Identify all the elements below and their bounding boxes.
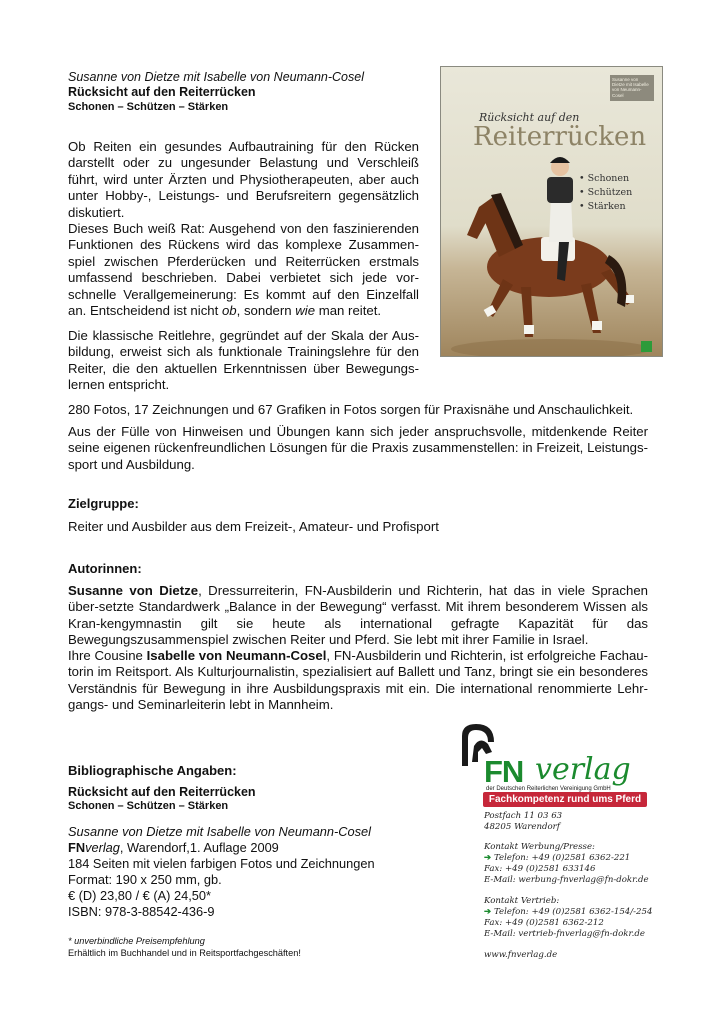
press-contact-label: Kontakt Werbung/Presse: xyxy=(484,842,595,852)
cover-title-small: Rücksicht auf den xyxy=(479,111,580,124)
availability-note: Erhältlich im Buchhandel und in Reitsportfachgeschäften! xyxy=(68,948,301,958)
bibliography-subtitle: Schonen – Schützen – Stärken xyxy=(68,800,229,812)
bibliography-format: Format: 190 x 250 mm, gb. xyxy=(68,872,222,887)
intro-paragraph-1: Ob Reiten ein gesundes Aufbautraining für den Rücken darstellt oder zu ungesunder Belastung und Verschleiß führt, wird unter Ärzten und Physiotherapeuten, aber auch unter Hobby-, Leistungs- und Berufsreitern gegensätzlich diskutiert. xyxy=(68,139,419,220)
zielgruppe-heading: Zielgruppe: xyxy=(68,496,139,511)
sales-contact-email: E-Mail: vertrieb-fnverlag@fn-dokr.de xyxy=(484,929,645,939)
autorinnen-heading: Autorinnen: xyxy=(68,561,142,576)
bibliography-title: Rücksicht auf den Reiterrücken xyxy=(68,785,256,799)
arrow-right-icon: ➔ xyxy=(484,853,492,863)
header-subtitle: Schonen – Schützen – Stärken xyxy=(68,101,229,113)
intro-paragraph-3: Die klassische Reitlehre, gegründet auf der Skala der Aus-bildung, erweist sich als funktionale Trainingslehre für den Reiter, die den aktuellen Erkenntnissen über Bewegungs-lernen entspricht. xyxy=(68,328,419,393)
publisher-website: www.fnverlag.de xyxy=(484,950,558,960)
cover-title-big: Reiterrücken xyxy=(473,122,647,152)
header-title: Rücksicht auf den Reiterrücken xyxy=(68,85,256,99)
bibliography-authors: Susanne von Dietze mit Isabelle von Neumann-Cosel xyxy=(68,824,372,839)
cover-bullet: • Schützen xyxy=(579,187,633,198)
publisher-address-2: 48205 Warendorf xyxy=(484,822,560,832)
cover-bullet: • Stärken xyxy=(579,201,626,212)
cover-green-mark xyxy=(641,341,652,352)
intro-paragraph-4: 280 Fotos, 17 Zeichnungen und 67 Grafiken in Fotos sorgen für Praxisnähe und Anschaulichkeit. xyxy=(68,402,634,417)
cover-author-tag: Susanne von Dietze mit Isabelle von Neumann-Cosel xyxy=(610,75,654,101)
bibliography-publisher: FNverlag, Warendorf,1. Auflage 2009 xyxy=(68,840,279,855)
bibliography-heading: Bibliographische Angaben: xyxy=(68,763,237,778)
bibliography-isbn: ISBN: 978-3-88542-436-9 xyxy=(68,904,215,919)
sales-contact-fax: Fax: +49 (0)2581 6362-212 xyxy=(484,918,604,928)
sales-contact-phone: ➔ Telefon: +49 (0)2581 6362-154/-254 xyxy=(484,907,653,917)
press-contact-email: E-Mail: werbung-fnverlag@fn-dokr.de xyxy=(484,875,649,885)
logo-verlag-text: verlag xyxy=(535,752,631,787)
cover-bullet: • Schonen xyxy=(579,173,630,184)
author-bio-2: Ihre Cousine Isabelle von Neumann-Cosel, FN-Ausbilderin und Richterin, ist erfolgreiche Fachau-torin im Reitsport. Als Kulturjournalistin, spezialisiert auf Ballett und Tanz, bringt sie ein besonderes Verständnis für Bewegung in ihre Ausbildungspraxis mit ein. Die international renommierte Lehr-gangs- und Seminarleiterin lebt in Mannheim. xyxy=(68,648,649,713)
press-contact-fax: Fax: +49 (0)2581 633146 xyxy=(484,864,596,874)
author-bio-1: Susanne von Dietze, Dressurreiterin, FN-Ausbilderin und Richterin, hat das in viele Sprachen über-setzte Standardwerk „Balance in der Bewegung“ verfasst. Mit ihrem besonderem Wissen als Kran-kengymnastin gilt sie heute als international gefragte Kapazität für das Bewegungszusammenspiel zwischen Reiter und Pferd. Sie lebt mit ihrer Familie in Israel. xyxy=(68,583,648,648)
header-authors: Susanne von Dietze mit Isabelle von Neumann-Cosel xyxy=(68,70,364,84)
bibliography-pages: 184 Seiten mit vielen farbigen Fotos und Zeichnungen xyxy=(68,856,375,871)
zielgruppe-text: Reiter und Ausbilder aus dem Freizeit-, Amateur- und Profisport xyxy=(68,519,439,534)
publisher-slogan-bar: Fachkompetenz rund ums Pferd xyxy=(483,792,647,807)
horse-and-rider-illustration xyxy=(441,67,663,357)
publisher-address-1: Postfach 11 03 63 xyxy=(484,811,563,821)
bibliography-price: € (D) 23,80 / € (A) 24,50* xyxy=(68,888,211,903)
book-cover-image xyxy=(440,66,663,357)
logo-fn-text: FN xyxy=(484,754,524,789)
press-contact-phone: ➔ Telefon: +49 (0)2581 6362-221 xyxy=(484,853,631,863)
logo-tagline: der Deutschen Reiterlichen Vereinigung GmbH xyxy=(486,786,611,792)
intro-paragraph-2: Dieses Buch weiß Rat: Ausgehend von den faszinierenden Funktionen des Rückens wird das komplexe Zusammen-spiel zwischen Pferderücken und Reiterrücken erstmals umfassend beschrieben. Dabei verbietet sich jede vor-schnelle Verallgemeinerung: Es kommt auf den Einzelfall an. Entscheidend ist nicht ob, sondern wie man reitet. xyxy=(68,221,419,319)
price-footnote: * unverbindliche Preisempfehlung xyxy=(68,936,205,946)
intro-paragraph-5: Aus der Fülle von Hinweisen und Übungen kann sich jeder anspruchsvolle, mitdenkende Reiter seine eigenen rückenfreundlichen Lösungen für die Praxis zusammenstellen: in Freizeit, Leistungs-sport und Ausbildung. xyxy=(68,424,648,472)
arrow-right-icon: ➔ xyxy=(484,907,492,917)
sales-contact-label: Kontakt Vertrieb: xyxy=(484,896,560,906)
